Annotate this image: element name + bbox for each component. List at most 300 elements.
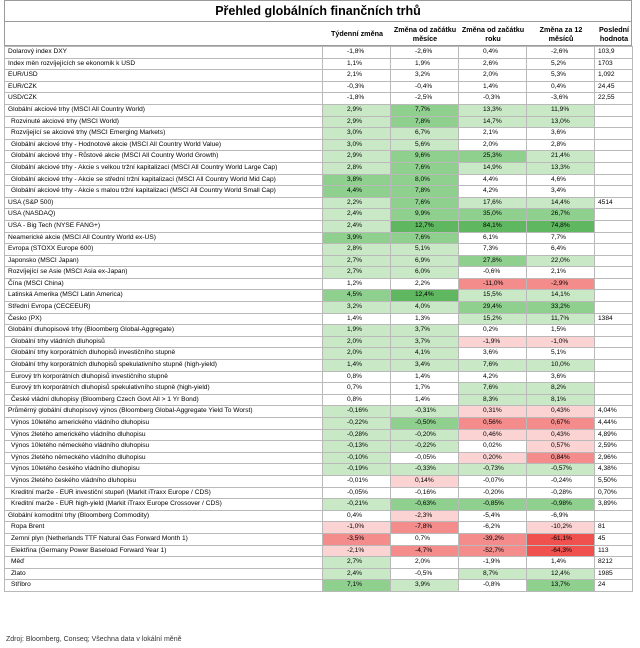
value-cell: 9,6% xyxy=(391,151,459,163)
table-row xyxy=(5,475,633,487)
row-label: Globální komoditní trhy (Bloomberg Commodity) xyxy=(5,510,323,522)
value-cell xyxy=(595,371,633,383)
value-cell: 2,6% xyxy=(459,58,527,70)
value-cell: -0,24% xyxy=(527,475,595,487)
row-label: Evropa (STOXX Europe 600) xyxy=(5,244,323,256)
value-cell: 14,9% xyxy=(459,162,527,174)
value-cell: 6,0% xyxy=(391,267,459,279)
table-row xyxy=(5,162,633,174)
table-row xyxy=(5,383,633,395)
row-label: Ropa Brent xyxy=(5,522,323,534)
value-cell: 3,89% xyxy=(595,499,633,511)
value-cell: 2,1% xyxy=(323,70,391,82)
row-label: Globální akciové trhy (MSCI All Country World) xyxy=(5,104,323,116)
row-label: Globální akciové trhy - Růstové akcie (MSCI All Country World Growth) xyxy=(5,151,323,163)
header-last-value: Poslední hodnota xyxy=(599,24,629,43)
table-row xyxy=(5,557,633,569)
value-cell: 5,1% xyxy=(527,348,595,360)
value-cell xyxy=(595,151,633,163)
value-cell: 2,9% xyxy=(323,104,391,116)
table-row xyxy=(5,232,633,244)
value-cell: 8,7% xyxy=(459,568,527,580)
value-cell: -1,9% xyxy=(459,336,527,348)
row-label: Globální trhy vládních dluhopisů xyxy=(5,336,323,348)
value-cell: -0,98% xyxy=(527,499,595,511)
value-cell: 2,96% xyxy=(595,452,633,464)
value-cell: 2,0% xyxy=(459,139,527,151)
value-cell: 7,6% xyxy=(459,383,527,395)
value-cell: 22,55 xyxy=(595,93,633,105)
table-row xyxy=(5,278,633,290)
row-label: Elektřina (Germany Power Baseload Forward Year 1) xyxy=(5,545,323,557)
value-cell: -1,9% xyxy=(459,557,527,569)
value-cell: 2,8% xyxy=(527,139,595,151)
value-cell: -2,6% xyxy=(391,47,459,59)
row-label: Výnos 10letého německého vládního dluhopisu xyxy=(5,441,323,453)
value-cell: 15,5% xyxy=(459,290,527,302)
header-12m-change: Změna za 12 měsíců xyxy=(539,24,583,43)
value-cell: 1985 xyxy=(595,568,633,580)
row-label: České vládní dluhopisy (Bloomberg Czech Govt All > 1 Yr Bond) xyxy=(5,394,323,406)
value-cell: 0,4% xyxy=(323,510,391,522)
value-cell: 1,4% xyxy=(391,394,459,406)
value-cell: 5,1% xyxy=(391,244,459,256)
table-row xyxy=(5,244,633,256)
value-cell: -2,6% xyxy=(527,47,595,59)
value-cell: -0,73% xyxy=(459,464,527,476)
page-title: Přehled globálních finančních trhů xyxy=(4,0,632,22)
value-cell: 2,2% xyxy=(323,197,391,209)
value-cell: -11,0% xyxy=(459,278,527,290)
header-ytd-change: Změna od začátku roku xyxy=(461,24,525,43)
table-row xyxy=(5,47,633,59)
row-label: Kreditní marže - EUR investiční stupeň (Markit iTraxx Europe / CDS) xyxy=(5,487,323,499)
table-row xyxy=(5,139,633,151)
value-cell: 0,20% xyxy=(459,452,527,464)
value-cell: 4,6% xyxy=(527,174,595,186)
value-cell: -5,4% xyxy=(459,510,527,522)
value-cell: 17,6% xyxy=(459,197,527,209)
table-row xyxy=(5,186,633,198)
row-label: Kreditní marže - EUR high-yield (Markit iTraxx Europe Crossover / CDS) xyxy=(5,499,323,511)
value-cell xyxy=(595,278,633,290)
market-table xyxy=(4,46,633,592)
value-cell: 0,43% xyxy=(527,429,595,441)
table-row xyxy=(5,545,633,557)
value-cell: 11,7% xyxy=(527,313,595,325)
value-cell: 0,14% xyxy=(391,475,459,487)
table-row xyxy=(5,313,633,325)
value-cell: 6,9% xyxy=(391,255,459,267)
value-cell: 4,89% xyxy=(595,429,633,441)
row-label: Eurový trh korporátních dluhopisů spekulativního stupně (high-yield) xyxy=(5,383,323,395)
row-label: Japonsko (MSCI Japan) xyxy=(5,255,323,267)
value-cell xyxy=(595,267,633,279)
value-cell: 0,56% xyxy=(459,418,527,430)
value-cell: 13,7% xyxy=(527,580,595,592)
value-cell xyxy=(595,209,633,221)
table-row xyxy=(5,116,633,128)
value-cell: -0,22% xyxy=(391,441,459,453)
value-cell: 1,5% xyxy=(527,325,595,337)
row-label: Eurový trh korporátních dluhopisů investičního stupně xyxy=(5,371,323,383)
value-cell: 3,2% xyxy=(323,302,391,314)
row-label: Výnos 2letého amerického vládního dluhopisu xyxy=(5,429,323,441)
row-label: Čína (MSCI China) xyxy=(5,278,323,290)
value-cell: -0,33% xyxy=(391,464,459,476)
value-cell: 6,4% xyxy=(527,244,595,256)
value-cell: 0,7% xyxy=(391,533,459,545)
value-cell: 8,1% xyxy=(527,394,595,406)
value-cell: 3,8% xyxy=(323,174,391,186)
value-cell: 6,7% xyxy=(391,128,459,140)
value-cell: -1,8% xyxy=(323,93,391,105)
value-cell: 8,0% xyxy=(391,174,459,186)
value-cell xyxy=(595,244,633,256)
value-cell: -0,31% xyxy=(391,406,459,418)
table-row xyxy=(5,429,633,441)
row-label: Index měn rozvíjejících se ekonomik k USD xyxy=(5,58,323,70)
row-label: Globální trhy korporátních dluhopisů investičního stupně xyxy=(5,348,323,360)
table-row xyxy=(5,197,633,209)
value-cell: 8,3% xyxy=(459,394,527,406)
table-row xyxy=(5,418,633,430)
header-weekly-change: Týdenní změna xyxy=(331,29,383,38)
value-cell: 7,7% xyxy=(391,104,459,116)
table-row xyxy=(5,580,633,592)
value-cell: 1384 xyxy=(595,313,633,325)
value-cell: -10,2% xyxy=(527,522,595,534)
value-cell: 26,7% xyxy=(527,209,595,221)
value-cell: -0,5% xyxy=(391,568,459,580)
table-row xyxy=(5,533,633,545)
value-cell: 0,31% xyxy=(459,406,527,418)
value-cell: 13,3% xyxy=(459,104,527,116)
value-cell: 6,1% xyxy=(459,232,527,244)
header-mtd-change: Změna od začátku měsíce xyxy=(393,24,457,43)
row-label: Výnos 2letého českého vládního dluhopisu xyxy=(5,475,323,487)
table-row xyxy=(5,325,633,337)
value-cell: 7,6% xyxy=(391,232,459,244)
value-cell: 5,6% xyxy=(391,139,459,151)
value-cell xyxy=(595,290,633,302)
value-cell xyxy=(595,394,633,406)
value-cell: -0,6% xyxy=(459,267,527,279)
table-row xyxy=(5,93,633,105)
row-label: EUR/CZK xyxy=(5,81,323,93)
value-cell: 3,6% xyxy=(527,128,595,140)
value-cell: 9,9% xyxy=(391,209,459,221)
value-cell xyxy=(595,186,633,198)
table-row xyxy=(5,499,633,511)
value-cell: -64,3% xyxy=(527,545,595,557)
table-row xyxy=(5,406,633,418)
table-row xyxy=(5,441,633,453)
value-cell: -0,50% xyxy=(391,418,459,430)
row-label: Globální trhy korporátních dluhopisů spekulativního stupně (high-yield) xyxy=(5,360,323,372)
value-cell: 0,8% xyxy=(323,371,391,383)
value-cell: 12,7% xyxy=(391,220,459,232)
source-footnote: Zdroj: Bloomberg, Conseq; Všechna data v lokální měně xyxy=(6,636,182,643)
row-label: Globální akciové trhy - Akcie se střední tržní kapitalizací (MSCI All Country World Mid Cap) xyxy=(5,174,323,186)
value-cell: 2,59% xyxy=(595,441,633,453)
value-cell: 7,6% xyxy=(391,197,459,209)
value-cell: 8,2% xyxy=(527,383,595,395)
table-row xyxy=(5,128,633,140)
value-cell: 4,38% xyxy=(595,464,633,476)
value-cell: 7,6% xyxy=(391,162,459,174)
row-label: Globální akciové trhy - Hodnotové akcie (MSCI All Country World Value) xyxy=(5,139,323,151)
value-cell xyxy=(595,255,633,267)
value-cell: 0,02% xyxy=(459,441,527,453)
value-cell: -0,01% xyxy=(323,475,391,487)
row-label: Rozvinuté akciové trhy (MSCI World) xyxy=(5,116,323,128)
row-label: Latinská Amerika (MSCI Latin America) xyxy=(5,290,323,302)
value-cell xyxy=(595,116,633,128)
table-row xyxy=(5,348,633,360)
value-cell: -0,28% xyxy=(527,487,595,499)
value-cell: 3,9% xyxy=(391,580,459,592)
value-cell xyxy=(595,220,633,232)
value-cell: -0,16% xyxy=(323,406,391,418)
value-cell: -0,07% xyxy=(459,475,527,487)
table-row xyxy=(5,220,633,232)
table-row xyxy=(5,255,633,267)
value-cell: -0,19% xyxy=(323,464,391,476)
value-cell: 1,4% xyxy=(323,313,391,325)
value-cell: 27,8% xyxy=(459,255,527,267)
value-cell: 3,6% xyxy=(459,348,527,360)
value-cell: 3,7% xyxy=(391,325,459,337)
value-cell: 29,4% xyxy=(459,302,527,314)
row-label: EUR/USD xyxy=(5,70,323,82)
table-row xyxy=(5,568,633,580)
value-cell: -39,2% xyxy=(459,533,527,545)
table-row xyxy=(5,267,633,279)
value-cell: 0,67% xyxy=(527,418,595,430)
value-cell: 5,50% xyxy=(595,475,633,487)
value-cell: 4,1% xyxy=(391,348,459,360)
row-label: Česko (PX) xyxy=(5,313,323,325)
value-cell: 2,1% xyxy=(527,267,595,279)
value-cell: 2,7% xyxy=(323,557,391,569)
value-cell: 25,3% xyxy=(459,151,527,163)
value-cell: 12,4% xyxy=(527,568,595,580)
row-label: Rozvíjející se Asie (MSCI Asia ex-Japan) xyxy=(5,267,323,279)
value-cell: 4,5% xyxy=(323,290,391,302)
table-row xyxy=(5,510,633,522)
value-cell: -0,20% xyxy=(391,429,459,441)
value-cell: 2,4% xyxy=(323,568,391,580)
value-cell: 3,4% xyxy=(527,186,595,198)
value-cell xyxy=(595,336,633,348)
value-cell xyxy=(595,139,633,151)
row-label: Globální dluhopisové trhy (Bloomberg Global-Aggregate) xyxy=(5,325,323,337)
value-cell: 45 xyxy=(595,533,633,545)
value-cell xyxy=(595,302,633,314)
table-row xyxy=(5,290,633,302)
value-cell: -0,05% xyxy=(323,487,391,499)
value-cell: 11,9% xyxy=(527,104,595,116)
value-cell: 4,0% xyxy=(391,302,459,314)
value-cell: 113 xyxy=(595,545,633,557)
value-cell: 1703 xyxy=(595,58,633,70)
value-cell: -1,0% xyxy=(527,336,595,348)
table-row xyxy=(5,81,633,93)
value-cell: 2,8% xyxy=(323,244,391,256)
value-cell: 2,9% xyxy=(323,151,391,163)
row-label: Střední Evropa (CECEEUR) xyxy=(5,302,323,314)
value-cell: 0,46% xyxy=(459,429,527,441)
value-cell: 3,9% xyxy=(323,232,391,244)
value-cell: 2,9% xyxy=(323,116,391,128)
value-cell: 12,4% xyxy=(391,290,459,302)
table-row xyxy=(5,452,633,464)
table-row xyxy=(5,464,633,476)
value-cell: -0,10% xyxy=(323,452,391,464)
row-label: Globální akciové trhy - Akcie s malou tržní kapitalizací (MSCI All Country World Small Cap) xyxy=(5,186,323,198)
value-cell: -0,4% xyxy=(391,81,459,93)
value-cell: 0,57% xyxy=(527,441,595,453)
value-cell: 2,7% xyxy=(323,267,391,279)
value-cell: 3,7% xyxy=(391,336,459,348)
value-cell: 33,2% xyxy=(527,302,595,314)
value-cell: 3,4% xyxy=(391,360,459,372)
row-label: Globální akciové trhy - Akcie s velkou tržní kapitalizací (MSCI All Country World Large Cap) xyxy=(5,162,323,174)
row-label: Neamerické akcie (MSCI All Country World ex-US) xyxy=(5,232,323,244)
value-cell: -4,7% xyxy=(391,545,459,557)
value-cell: 4,04% xyxy=(595,406,633,418)
value-cell: 22,0% xyxy=(527,255,595,267)
table-row xyxy=(5,371,633,383)
table-row xyxy=(5,336,633,348)
value-cell: -6,2% xyxy=(459,522,527,534)
value-cell: 14,4% xyxy=(527,197,595,209)
value-cell: 1,4% xyxy=(323,360,391,372)
value-cell: -0,05% xyxy=(391,452,459,464)
value-cell: 7,8% xyxy=(391,116,459,128)
row-label: Výnos 10letého českého vládního dluhopisu xyxy=(5,464,323,476)
value-cell: 81 xyxy=(595,522,633,534)
value-cell: 2,4% xyxy=(323,209,391,221)
value-cell: 5,2% xyxy=(527,58,595,70)
value-cell xyxy=(595,348,633,360)
value-cell: 0,7% xyxy=(323,383,391,395)
row-label: USA (S&P 500) xyxy=(5,197,323,209)
value-cell: 2,2% xyxy=(391,278,459,290)
value-cell: 74,8% xyxy=(527,220,595,232)
table-row xyxy=(5,151,633,163)
value-cell: 0,70% xyxy=(595,487,633,499)
value-cell: 2,0% xyxy=(459,70,527,82)
value-cell: 24 xyxy=(595,580,633,592)
value-cell: 2,0% xyxy=(323,348,391,360)
value-cell: 4,4% xyxy=(323,186,391,198)
table-row xyxy=(5,522,633,534)
value-cell: -1,8% xyxy=(323,47,391,59)
value-cell: 0,2% xyxy=(459,325,527,337)
value-cell: 4,2% xyxy=(459,186,527,198)
value-cell: 13,3% xyxy=(527,162,595,174)
value-cell: -3,6% xyxy=(527,93,595,105)
value-cell: 24,45 xyxy=(595,81,633,93)
value-cell: 1,4% xyxy=(527,557,595,569)
value-cell: 1,4% xyxy=(391,371,459,383)
value-cell: 1,9% xyxy=(391,58,459,70)
value-cell: 0,43% xyxy=(527,406,595,418)
column-header-row xyxy=(4,22,632,46)
value-cell xyxy=(595,104,633,116)
row-label: Výnos 2letého německého vládního dluhopisu xyxy=(5,452,323,464)
value-cell: -0,28% xyxy=(323,429,391,441)
value-cell: -0,16% xyxy=(391,487,459,499)
table-row xyxy=(5,174,633,186)
value-cell: -0,57% xyxy=(527,464,595,476)
row-label: USD/CZK xyxy=(5,93,323,105)
value-cell: -2,1% xyxy=(323,545,391,557)
value-cell: -0,21% xyxy=(323,499,391,511)
value-cell xyxy=(595,510,633,522)
value-cell: 4,4% xyxy=(459,174,527,186)
value-cell: 84,1% xyxy=(459,220,527,232)
row-label: Rozvíjející se akciové trhy (MSCI Emerging Markets) xyxy=(5,128,323,140)
table-row xyxy=(5,70,633,82)
value-cell: 2,7% xyxy=(323,255,391,267)
value-cell: -61,1% xyxy=(527,533,595,545)
value-cell: -0,13% xyxy=(323,441,391,453)
value-cell: 0,84% xyxy=(527,452,595,464)
value-cell xyxy=(595,383,633,395)
table-row xyxy=(5,394,633,406)
value-cell xyxy=(595,232,633,244)
value-cell: -7,8% xyxy=(391,522,459,534)
value-cell: 2,1% xyxy=(459,128,527,140)
value-cell: 3,6% xyxy=(527,371,595,383)
value-cell: -2,9% xyxy=(527,278,595,290)
value-cell: -0,22% xyxy=(323,418,391,430)
table-row xyxy=(5,302,633,314)
value-cell: 7,1% xyxy=(323,580,391,592)
value-cell: 10,0% xyxy=(527,360,595,372)
row-label: USA - Big Tech (NYSE FANG+) xyxy=(5,220,323,232)
value-cell: 13,0% xyxy=(527,116,595,128)
value-cell: -0,3% xyxy=(459,93,527,105)
value-cell: 21,4% xyxy=(527,151,595,163)
value-cell xyxy=(595,162,633,174)
value-cell: -2,3% xyxy=(391,510,459,522)
value-cell: 4,2% xyxy=(459,371,527,383)
row-label: Výnos 10letého amerického vládního dluhopisu xyxy=(5,418,323,430)
value-cell xyxy=(595,174,633,186)
value-cell: 15,2% xyxy=(459,313,527,325)
row-label: USA (NASDAQ) xyxy=(5,209,323,221)
row-label: Zemní plyn (Netherlands TTF Natural Gas Forward Month 1) xyxy=(5,533,323,545)
value-cell: -52,7% xyxy=(459,545,527,557)
value-cell: 14,1% xyxy=(527,290,595,302)
value-cell: 1,1% xyxy=(323,58,391,70)
value-cell: 2,0% xyxy=(391,557,459,569)
value-cell: 2,0% xyxy=(323,336,391,348)
value-cell: 2,8% xyxy=(323,162,391,174)
row-label: Dolarový index DXY xyxy=(5,47,323,59)
value-cell xyxy=(595,360,633,372)
value-cell: 1,2% xyxy=(323,278,391,290)
value-cell: 14,7% xyxy=(459,116,527,128)
value-cell: 3,0% xyxy=(323,128,391,140)
table-row xyxy=(5,104,633,116)
value-cell: 8212 xyxy=(595,557,633,569)
value-cell: -0,20% xyxy=(459,487,527,499)
